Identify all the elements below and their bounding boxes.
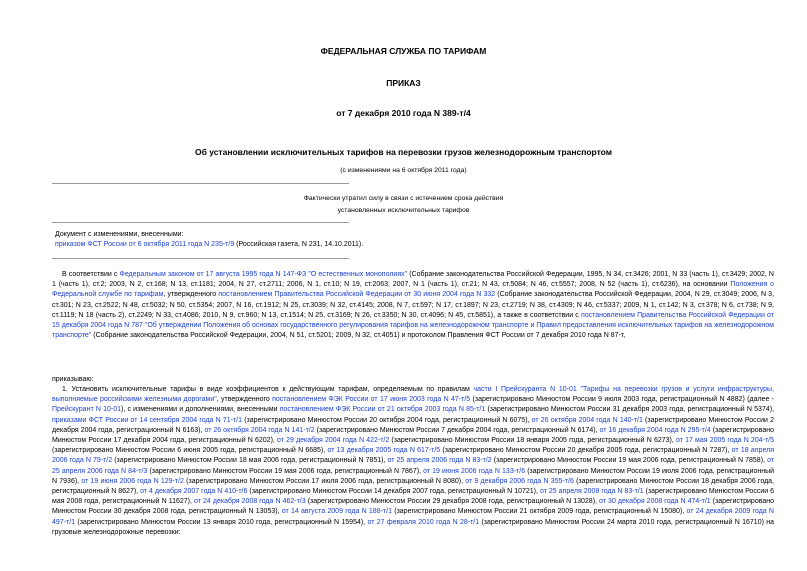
text: (зарегистрировано Минюстом России 20 октября 2004 года, регистрационный N 6075), [242,416,532,424]
order-link[interactable]: от 24 декабря 2008 года N 462-т/3 [194,498,306,506]
amendments-line [55,240,755,250]
lost-force-note-line2: установленных исключительных тарифов [337,207,470,214]
text: (зарегистрировано Минюстом России 29 декабря 2008 года, регистрационный N 13028), [305,498,600,506]
order-link[interactable]: от 17 мая 2005 года N 204-т/5 [675,437,774,445]
text: , утвержденного [163,291,219,299]
order-link[interactable]: от 26 октября 2004 года N 141-т/2 [204,426,315,434]
text: (зарегистрировано Минюстом России 20 декабря 2005 года, регистрационный N 7287), [440,447,732,455]
order-link[interactable]: от 9 декабря 2006 года N 355-т/6 [465,477,574,485]
text: (зарегистрировано Минюстом России 6 июня 2005 года, регистрационный N 6685), [52,447,328,455]
order-link[interactable]: от 14 августа 2009 года N 188-т/1 [281,508,392,516]
fek-decree-85-link[interactable]: постановлением ФЭК России от 21 октября 2003 года N 85-т/1 [279,406,486,414]
text: (зарегистрировано Минюстом России 9 июля 2003 года, регистрационный N 4882) (далее - [470,396,775,404]
order-link[interactable]: от 25 апреля 2006 года N 83-т/2 [387,457,492,465]
order-link[interactable]: от 18 апреля 2006 года N 79-т/2 [52,447,774,465]
fst-regulation-link[interactable]: Положения о Федеральной службе по тарифам [52,281,775,299]
text: (зарегистрировано Минюстом России 18 мая 2006 года, регистрационный N 7851), [112,457,388,465]
item-1-paragraph [52,385,774,538]
order-link[interactable]: от 19 июня 2006 года N 133-т/6 [423,467,526,475]
text: (зарегистрировано Минюстом России 31 декабря 2003 года, регистрационный N 5374), [485,406,775,414]
text: (зарегистрировано Минюстом России 17 декабря 2004 года, регистрационный N 6202), [52,426,774,445]
text: (зарегистрировано Минюстом России 30 декабря 2008 года, регистрационный N 13053), [52,498,775,516]
text: (зарегистрировано Минюстом России 6 мая 2008 года, регистрационный N 11627), [52,488,775,506]
agency-heading: ФЕДЕРАЛЬНАЯ СЛУЖБА ПО ТАРИФАМ [320,46,487,56]
divider [52,258,349,259]
amendment-link[interactable]: приказом ФСТ России от 6 октября 2011 года N 235-т/9 [55,241,235,249]
text: (зарегистрировано Минюстом России 2 декабря 2004 года, регистрационный N 6163), [52,416,774,434]
text: (зарегистрировано Минюстом России 14 декабря 2007 года, регистрационный N 10721), [247,488,540,496]
text: ), с изменениями и дополнениями, внесенными [121,406,280,414]
government-decree-787-link[interactable]: постановлением Правительства Российской Федерации от 15 декабря 2004 года N 787 "Об утверждении Положения об основах государственного регулирования тарифов на железнодорожном транспорте и Правил предоставления исключительных тарифов на железнодорожном транспорте" [52,311,774,340]
text: (зарегистрировано Минюстом России 21 октября 2009 года, регистрационный N 15080), [391,508,687,516]
order-link[interactable]: от 29 декабря 2004 года N 422-т/2 [277,437,390,445]
order-link[interactable]: от 4 декабря 2007 года N 410-т/6 [140,488,248,496]
order-link[interactable]: от 16 декабря 2004 года N 295-т/4 [599,426,711,434]
fek-decree-47-link[interactable]: постановлением ФЭК России от 17 июня 2003 года N 47-т/5 [272,396,471,404]
amendment-source: (Российская газета, N 231, 14.10.2011). [234,241,364,249]
order-link[interactable]: от 13 декабря 2005 года N 617-т/5 [327,447,441,455]
amendments-block [55,230,755,250]
text: В соответствии с [62,271,120,278]
government-decree-332-link[interactable]: постановлением Правительства Российской Федерации от 30 июня 2004 года N 332 [218,291,496,299]
date-number-heading: от 7 декабря 2010 года N 389-т/4 [336,108,471,118]
text: (зарегистрировано Минюстом России 19 мая 2006 года, регистрационный N 7858), [491,457,768,465]
preamble-paragraph [52,270,774,341]
document-title: Об установлении исключительных тарифов на перевозки грузов железнодорожным транспортом [194,147,613,157]
order-link[interactable]: от 19 июня 2006 года N 129-т/2 [81,477,184,485]
order-link[interactable]: от 25 апреля 2006 года N 84-т/3 [52,457,775,475]
order-link[interactable]: от 27 февраля 2010 года N 28-т/1 [367,518,480,526]
text: , утвержденного [216,396,273,404]
order-link[interactable]: от 30 декабря 2008 года N 474-т/1 [599,498,711,506]
text: (зарегистрировано Минюстом России 19 июля 2006 года, регистрационный N 7936), [52,467,775,485]
text: (Собрание законодательства Российской Федерации, 2004, N 51, ст.5201; 2009, N 32, ст.4051) и протоколом Правления ФСТ России от 7 декабря 2010 года N 87-т, [91,332,626,340]
text: (зарегистрировано Минюстом России 24 марта 2010 года, регистрационный N 16710) на грузовые железнодорожные перевозки: [52,518,775,536]
price-list-part1-link[interactable]: части I Прейскуранта N 10-01 "Тарифы на перевозки грузов и услуги инфраструктуры, выполняемые российскими железными дорогами" [52,386,774,404]
text: (зарегистрировано Минюстом России 17 июля 2006 года, регистрационный N 8080), [183,477,466,485]
order-link[interactable]: от 26 октября 2004 года N 140-т/1 [531,416,643,424]
divider [52,183,349,184]
text: (зарегистрировано Минюстом России 7 декабря 2004 года, регистрационный N 6174), [314,426,600,434]
order-word: приказываю: [52,376,94,383]
federal-law-link[interactable]: Федеральным законом от 17 августа 1995 года N 147-ФЗ "О естественных монополиях" [119,271,408,278]
divider [52,222,349,223]
order-link[interactable]: от 25 апреля 2008 года N 83-т/1 [539,488,644,496]
order-link[interactable]: приказами ФСТ России от 14 сентября 2004 года N 71-т/1 [52,416,243,424]
text: (Собрание законодательства Российской Федерации, 1995, N 34, ст.3426; 2001, N 33 (часть 1), ст.3429; 2002, N 1 (часть 1), ст.2; 2003, N 2, ст.168; N 13, ст.1181; 2004, N 27, ст.2711; 2006, N 1, ст.10; N 19, ст.2063; 2007, N 1 (часть 1), ст.21; N 43, ст.5084; N 46, ст.5557; 2008, N 52 (часть 1), ст.6236), на основании [52,271,774,289]
order-link[interactable]: от 24 декабря 2009 года N 497-т/1 [52,508,774,526]
amendments-label: Документ с изменениями, внесенными: [55,231,184,238]
text: (зарегистрировано Минюстом России 19 мая 2006 года, регистрационный N 7867), [147,467,424,475]
text: (зарегистрировано Минюстом России 13 января 2010 года, регистрационный N 15954), [75,518,368,526]
doc-type-heading: ПРИКАЗ [386,78,421,88]
text: (зарегистрировано Минюстом России 18 января 2005 года, регистрационный N 6273), [389,437,676,445]
text: (Собрание законодательства Российской Федерации, 2004, N 29, ст.3049; 2006, N 3, ст.301; N 23, ст.2522; N 48, ст.5032; N 50, ст.5354; 2007, N 16, ст.1912; N 25, ст.3039; N 32, ст.4145; 2008, N 7, ст.597; N 17, ст.1897; N 23, ст.2719; N 38, ст.4309; N 46, ст.5337; 2009, N 1, ст.142; N 3, ст.378; N 6, ст.738; N 9, ст.1119; N 18 (часть 2), ст.2249; N 33, ст.4086; 2010, N 9, ст.960; N 13, ст.1514; N 25, ст.3169; N 26, ст.3350; N 30, ст.4096; N 45, ст.5851), а также в соответствии с [52,291,775,319]
text: (зарегистрировано Минюстом России 18 декабря 2006 года, регистрационный N 8627), [52,477,774,496]
lost-force-note-line1: Фактически утратил силу в связи с истечением срока действия [303,195,504,202]
price-list-link[interactable]: Прейскурант N 10-01 [52,406,122,414]
changes-note: (с изменениями на 6 октября 2011 года) [340,167,467,174]
text: 1. Установить исключительные тарифы в виде коэффициентов к действующим тарифам, определяемым по правилам [62,386,474,393]
